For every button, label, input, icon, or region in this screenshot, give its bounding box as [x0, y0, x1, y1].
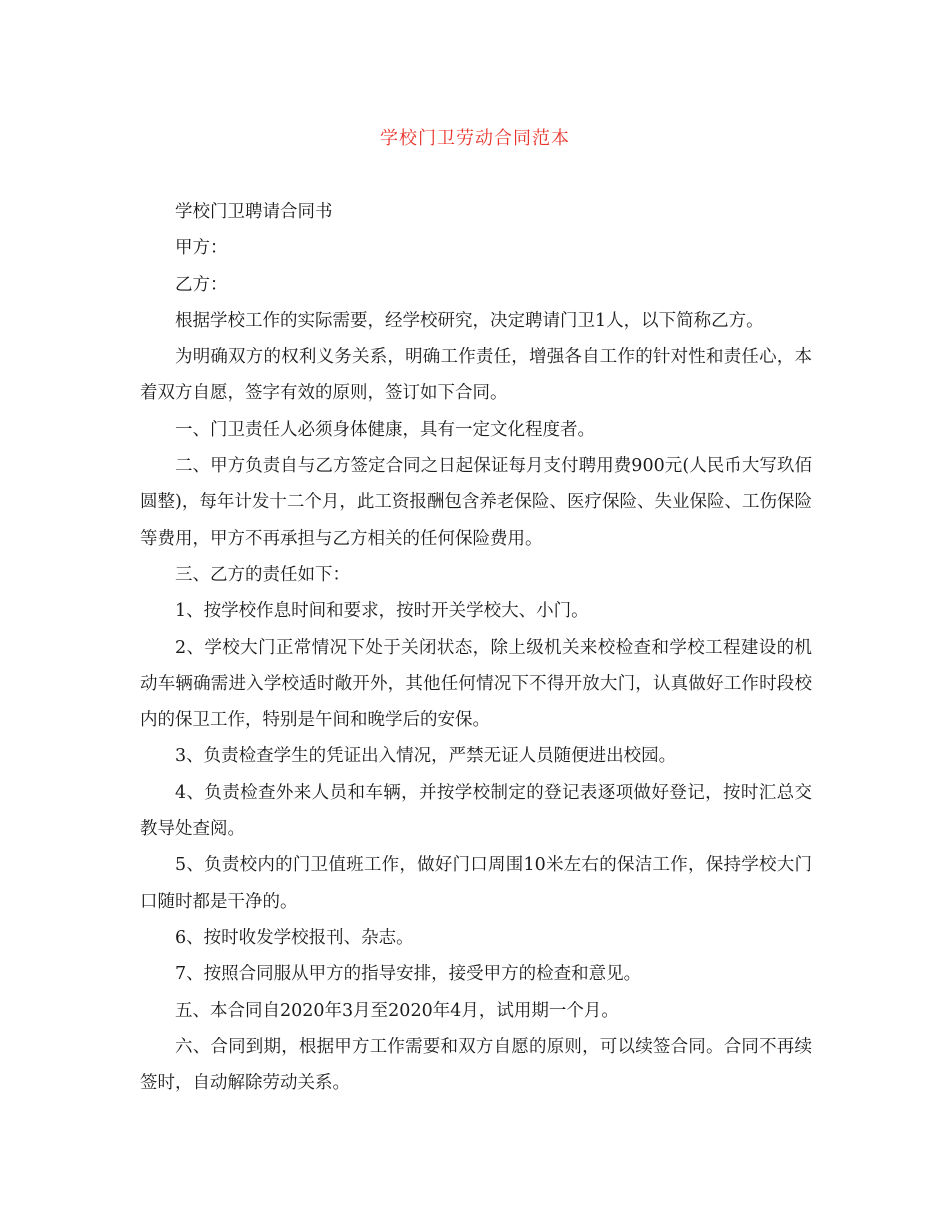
purpose-paragraph: 为明确双方的权利义务关系，明确工作责任，增强各自工作的针对性和责任心，本着双方自愿，签字有效的原则，签订如下合同。	[140, 347, 812, 404]
duty-item-5: 5、负责校内的门卫值班工作，做好门口周围10米左右的保洁工作，保持学校大门口随时都是干净的。	[140, 855, 812, 912]
duty-item-6: 6、按时收发学校报刊、杂志。	[175, 927, 414, 948]
duty-item-3: 3、负责检查学生的凭证出入情况，严禁无证人员随便进出校园。	[175, 746, 677, 767]
clause-5: 五、本合同自2020年3月至2020年4月，试用期一个月。	[175, 1000, 619, 1021]
clause-3-heading: 三、乙方的责任如下：	[175, 564, 350, 585]
party-a-line: 甲方：	[175, 238, 228, 259]
duty-item-7: 7、按照合同服从甲方的指导安排，接受甲方的检查和意见。	[175, 964, 642, 985]
contract-heading: 学校门卫聘请合同书	[175, 202, 333, 222]
clause-1: 一、门卫责任人必须身体健康，具有一定文化程度者。	[175, 419, 595, 440]
document-title: 学校门卫劳动合同范本	[380, 128, 570, 149]
clause-2: 二、甲方负责自与乙方签定合同之日起保证每月支付聘用费900元(人民币大写玖佰圆整)，每年计发十二个月，此工资报酬包含养老保险、医疗保险、失业保险、工伤保险等费用，甲方不再承担与乙方相关的任何保险费用。	[140, 456, 812, 549]
duty-item-2: 2、学校大门正常情况下处于关闭状态，除上级机关来校检查和学校工程建设的机动车辆确需进入学校适时敞开外，其他任何情况下不得开放大门，认真做好工作时段校内的保卫工作，特别是午间和晚学后的安保。	[140, 637, 812, 731]
party-b-line: 乙方：	[175, 274, 228, 295]
duty-item-1: 1、按学校作息时间和要求，按时开关学校大、小门。	[175, 601, 589, 622]
clause-6: 六、合同到期，根据甲方工作需要和双方自愿的原则，可以续签合同。合同不再续签时，自动解除劳动关系。	[140, 1036, 812, 1094]
document-body	[140, 194, 812, 1101]
duty-item-4: 4、负责检查外来人员和车辆，并按学校制定的登记表逐项做好登记，按时汇总交教导处查阅。	[140, 782, 812, 840]
intro-paragraph: 根据学校工作的实际需要，经学校研究，决定聘请门卫1人，以下简称乙方。	[175, 310, 764, 331]
